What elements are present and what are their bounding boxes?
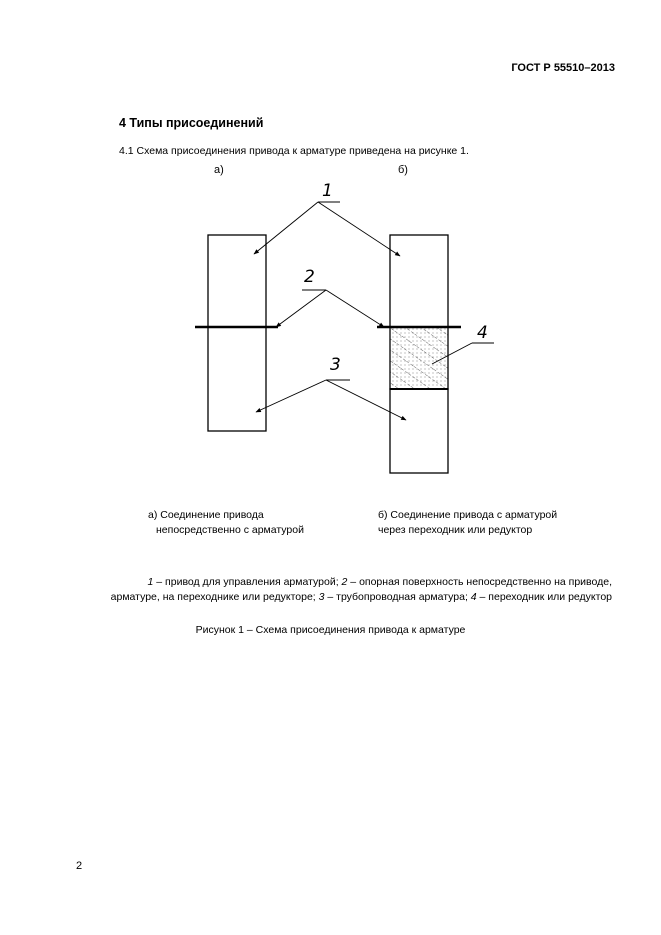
actuator-block-a	[208, 235, 266, 431]
legend-text-4: – трубопроводная арматура;	[324, 591, 471, 603]
leader-1-arrow-b	[318, 202, 400, 256]
legend-text-3: арматуре, на переходнике или редукторе;	[110, 591, 319, 603]
label-4: 4	[477, 323, 488, 343]
figure-variant-b-letter: б)	[398, 164, 408, 176]
adapter-hatch-b	[390, 327, 448, 389]
caption-variant-b	[378, 508, 557, 538]
page-number: 2	[76, 860, 83, 872]
figure-variant-a-letter: а)	[214, 164, 224, 176]
legend-text-1: – привод для управления арматурой;	[153, 576, 342, 588]
legend-line2	[60, 590, 612, 605]
valve-block-b	[390, 389, 448, 473]
legend-num-2: 2	[341, 576, 348, 588]
section-intro: 4.1 Схема присоединения привода к арматуре приведена на рисунке 1.	[119, 145, 469, 157]
legend-num-1: 1	[147, 576, 154, 588]
label-3: 3	[330, 355, 341, 375]
legend-text-2: – опорная поверхность непосредственно на приводе,	[347, 576, 612, 588]
leader-2-arrow-b	[326, 290, 384, 327]
caption-variant-a	[148, 508, 304, 538]
leader-2-arrow-a	[276, 290, 326, 327]
figure-caption: Рисунок 1 – Схема присоединения привода к арматуре	[195, 624, 466, 636]
leader-1-arrow-a	[254, 202, 318, 254]
caption-a-line2: непосредственно с арматурой	[156, 524, 304, 536]
legend-num-4: 4	[470, 591, 477, 603]
label-1: 1	[322, 181, 333, 201]
caption-a-line1: а) Соединение привода	[148, 509, 264, 521]
legend-line1	[60, 575, 612, 590]
label-2: 2	[304, 267, 315, 287]
caption-b-line1: б) Соединение привода с арматурой	[378, 509, 558, 521]
standard-code: ГОСТ Р 55510–2013	[511, 62, 615, 74]
legend-text-5: – переходник или редуктор	[476, 591, 612, 603]
figure-legend	[60, 575, 612, 605]
caption-b-line2: через переходник или редуктор	[378, 524, 533, 536]
legend-num-3: 3	[318, 591, 325, 603]
section-title: 4 Типы присоединений	[119, 116, 264, 130]
actuator-block-b	[390, 235, 448, 327]
